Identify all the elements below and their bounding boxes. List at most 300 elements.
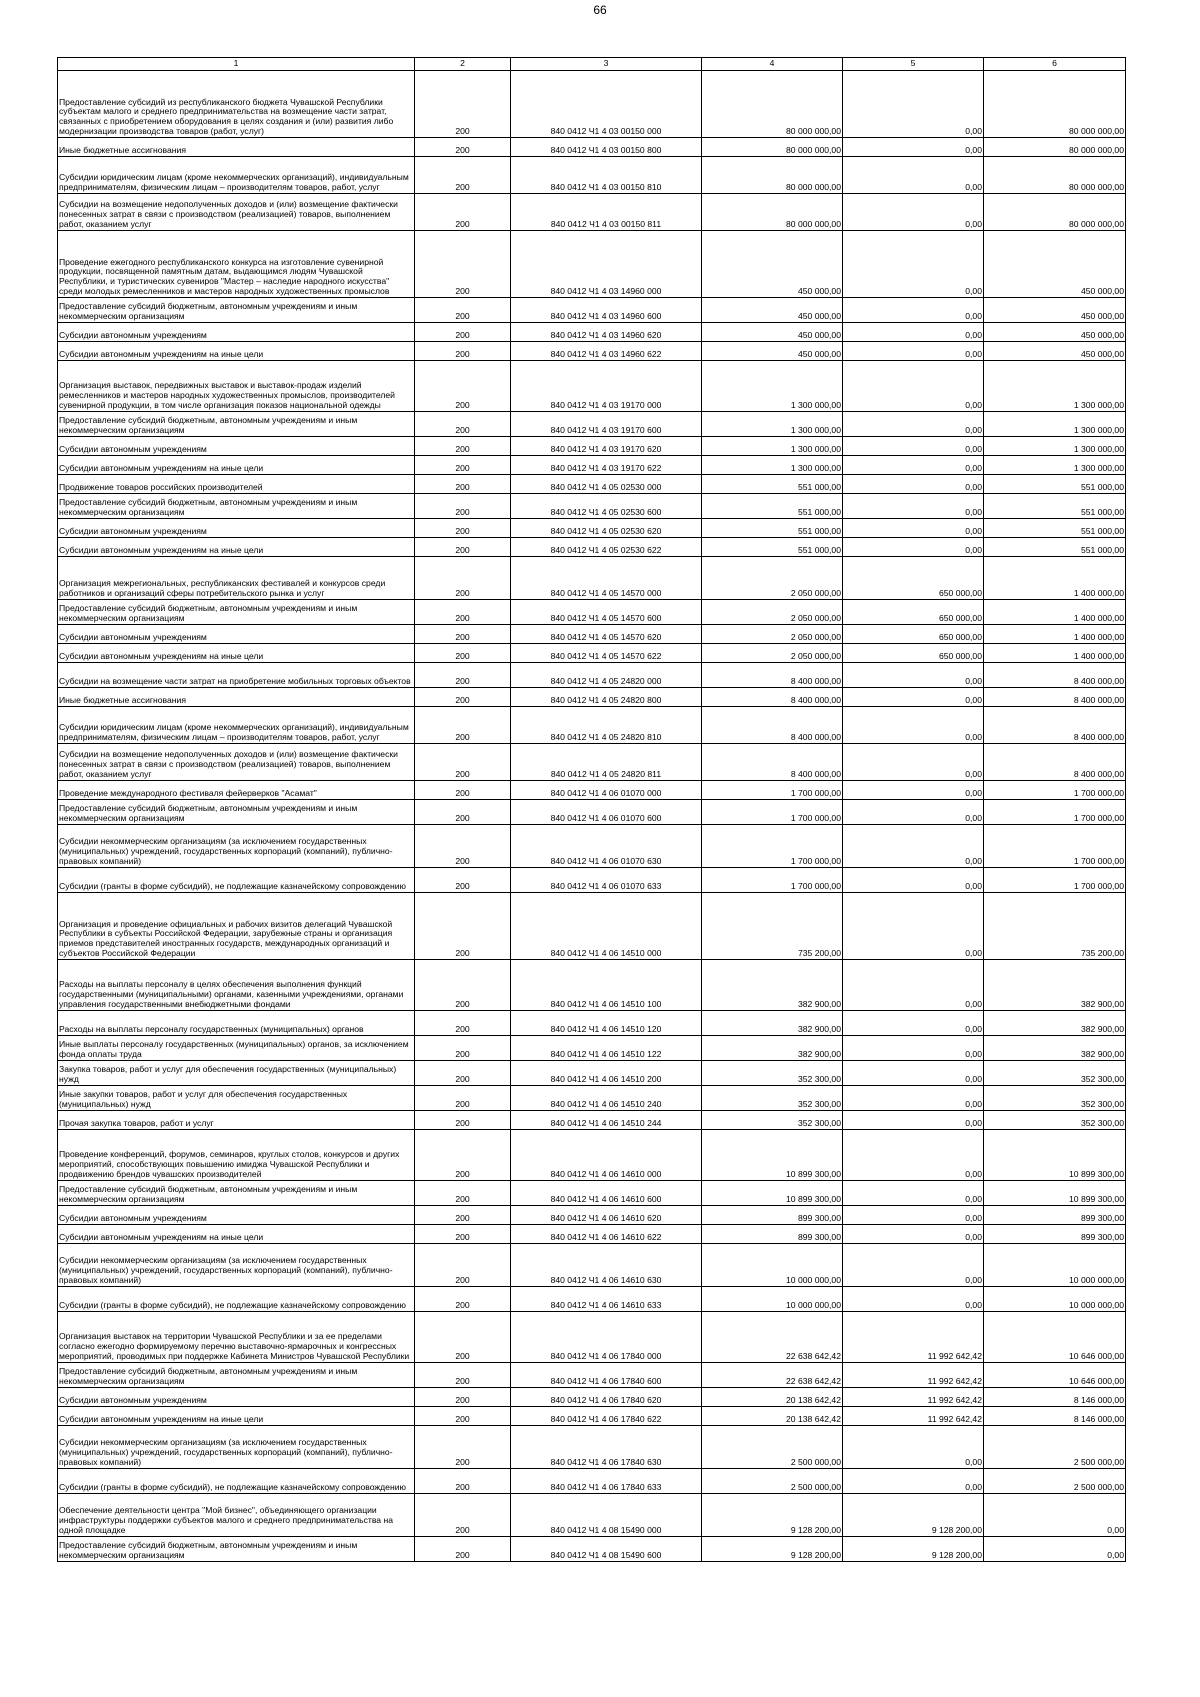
- row-code: 200: [415, 157, 511, 194]
- table-row: [58, 1181, 1126, 1206]
- row-amount-republican: 2 500 000,00: [984, 1469, 1126, 1494]
- row-classification: 840 0412 Ч1 4 05 02530 000: [511, 475, 702, 494]
- row-amount-federal: 0,00: [843, 494, 984, 519]
- column-header-6: 6: [984, 58, 1126, 71]
- row-code: 200: [415, 456, 511, 475]
- row-amount-republican: 8 400 000,00: [984, 744, 1126, 781]
- row-classification: 840 0412 Ч1 4 03 14960 600: [511, 298, 702, 323]
- row-code: 200: [415, 644, 511, 663]
- row-name-text: Организация выставок, передвижных выставок и выставок-продаж изделий ремесленников и мастеров народных художественных промыслов, производителей сувенирной продукции, в том числе организация показов национальной одежды: [59, 380, 395, 411]
- row-code: 200: [415, 1244, 511, 1287]
- row-amount-total: 382 900,00: [702, 1011, 843, 1036]
- row-name: [58, 781, 415, 800]
- row-amount-total: 1 300 000,00: [702, 412, 843, 437]
- row-name: [58, 744, 415, 781]
- row-amount-republican: 1 700 000,00: [984, 781, 1126, 800]
- row-name-text: Субсидии на возмещение недополученных доходов и (или) возмещение фактически понесенных затрат в связи с производством (реализацией) товаров, выполнением работ, оказанием услуг: [59, 199, 398, 230]
- row-name-text: Продвижение товаров российских производителей: [59, 482, 263, 493]
- row-amount-republican: 382 900,00: [984, 960, 1126, 1011]
- table-row: [58, 1537, 1126, 1562]
- row-amount-republican: 450 000,00: [984, 323, 1126, 342]
- row-amount-federal: 0,00: [843, 1111, 984, 1130]
- row-code: 200: [415, 625, 511, 644]
- row-name: [58, 707, 415, 744]
- row-code: 200: [415, 437, 511, 456]
- row-amount-republican: 735 200,00: [984, 893, 1126, 960]
- row-amount-total: 9 128 200,00: [702, 1494, 843, 1537]
- row-name: [58, 342, 415, 361]
- row-amount-federal: 0,00: [843, 1130, 984, 1181]
- row-amount-republican: 80 000 000,00: [984, 157, 1126, 194]
- row-amount-federal: 0,00: [843, 960, 984, 1011]
- row-classification: 840 0412 Ч1 4 05 14570 000: [511, 557, 702, 600]
- row-classification: 840 0412 Ч1 4 05 24820 810: [511, 707, 702, 744]
- row-name-text: Субсидии на возмещение недополученных доходов и (или) возмещение фактически понесенных затрат в связи с производством (реализацией) товаров, выполнением работ, оказанием услуг: [59, 749, 398, 780]
- row-name-text: Организация межрегиональных, республиканских фестивалей и конкурсов среди работников и организаций сферы потребительского рынка и услуг: [59, 578, 386, 599]
- row-name-text: Субсидии автономным учреждениям: [59, 1395, 207, 1406]
- row-amount-republican: 8 146 000,00: [984, 1388, 1126, 1407]
- row-amount-republican: 352 300,00: [984, 1111, 1126, 1130]
- budget-table: [57, 57, 1126, 1562]
- row-classification: 840 0412 Ч1 4 06 14510 000: [511, 893, 702, 960]
- row-name: [58, 138, 415, 157]
- row-amount-total: 352 300,00: [702, 1061, 843, 1086]
- row-amount-total: 382 900,00: [702, 1036, 843, 1061]
- row-name: [58, 361, 415, 412]
- row-amount-federal: 650 000,00: [843, 644, 984, 663]
- row-amount-federal: 0,00: [843, 707, 984, 744]
- row-name: [58, 1407, 415, 1426]
- row-classification: 840 0412 Ч1 4 05 14570 620: [511, 625, 702, 644]
- row-name-text: Предоставление субсидий бюджетным, автономным учреждениям и иным некоммерческим организациям: [59, 497, 358, 518]
- table-row: [58, 298, 1126, 323]
- row-amount-republican: 1 700 000,00: [984, 825, 1126, 868]
- row-code: 200: [415, 781, 511, 800]
- row-amount-total: 1 300 000,00: [702, 456, 843, 475]
- row-name-text: Субсидии автономным учреждениям: [59, 1213, 207, 1224]
- row-name-text: Закупка товаров, работ и услуг для обеспечения государственных (муниципальных) нужд: [59, 1064, 397, 1085]
- row-classification: 840 0412 Ч1 4 06 17840 630: [511, 1426, 702, 1469]
- row-amount-total: 2 050 000,00: [702, 644, 843, 663]
- row-name: [58, 519, 415, 538]
- row-classification: 840 0412 Ч1 4 06 01070 630: [511, 825, 702, 868]
- table-row: [58, 825, 1126, 868]
- row-amount-republican: 8 146 000,00: [984, 1407, 1126, 1426]
- row-classification: 840 0412 Ч1 4 06 14610 630: [511, 1244, 702, 1287]
- row-name-text: Субсидии (гранты в форме субсидий), не подлежащие казначейскому сопровождению: [59, 1482, 406, 1493]
- row-amount-federal: 0,00: [843, 138, 984, 157]
- row-amount-total: 9 128 200,00: [702, 1537, 843, 1562]
- row-name: [58, 538, 415, 557]
- row-name: [58, 1494, 415, 1537]
- row-classification: 840 0412 Ч1 4 03 19170 620: [511, 437, 702, 456]
- row-name: [58, 194, 415, 231]
- column-number-row: [58, 58, 1126, 71]
- table-row: [58, 412, 1126, 437]
- table-row: [58, 475, 1126, 494]
- row-name-text: Проведение ежегодного республиканского конкурса на изготовление сувенирной продукции, посвященной памятным датам, выдающимся людям Чувашской Республики, и туристических сувениров "Мастер – наследие народного искусства" среди молодых ремесленников и мастеров народных художественных промыслов: [59, 256, 390, 297]
- row-code: 200: [415, 1388, 511, 1407]
- row-name: [58, 1086, 415, 1111]
- row-classification: 840 0412 Ч1 4 03 00150 810: [511, 157, 702, 194]
- row-code: 200: [415, 707, 511, 744]
- row-name-text: Субсидии на возмещение части затрат на приобретение мобильных торговых объектов: [59, 676, 411, 687]
- row-amount-total: 352 300,00: [702, 1111, 843, 1130]
- table-row: [58, 1407, 1126, 1426]
- table-row: [58, 707, 1126, 744]
- row-name-text: Расходы на выплаты персоналу государственных (муниципальных) органов: [59, 1024, 364, 1035]
- table-row: [58, 1086, 1126, 1111]
- row-amount-republican: 1 400 000,00: [984, 557, 1126, 600]
- row-amount-total: 1 700 000,00: [702, 781, 843, 800]
- row-name: [58, 1011, 415, 1036]
- table-header: [58, 58, 1126, 71]
- row-amount-federal: 11 992 642,42: [843, 1312, 984, 1363]
- row-code: 200: [415, 538, 511, 557]
- row-code: 200: [415, 893, 511, 960]
- row-amount-republican: 8 400 000,00: [984, 688, 1126, 707]
- row-amount-republican: 450 000,00: [984, 231, 1126, 298]
- row-name-text: Субсидии автономным учреждениям на иные цели: [59, 1232, 264, 1243]
- row-amount-total: 551 000,00: [702, 538, 843, 557]
- column-header-3: 3: [511, 58, 702, 71]
- row-code: 200: [415, 1036, 511, 1061]
- row-amount-federal: 0,00: [843, 1426, 984, 1469]
- table-row: [58, 1244, 1126, 1287]
- row-code: 200: [415, 361, 511, 412]
- row-name-text: Предоставление субсидий из республиканского бюджета Чувашской Республики субъектам малого и среднего предпринимательства на возмещение части затрат, связанных с приобретением оборудования в целях создания и (или) развития либо модернизации производства товаров (работ, услуг): [59, 96, 394, 137]
- row-code: 200: [415, 1111, 511, 1130]
- column-header-1: 1: [58, 58, 415, 71]
- row-amount-republican: 1 700 000,00: [984, 868, 1126, 893]
- row-amount-total: 1 300 000,00: [702, 361, 843, 412]
- row-amount-federal: 0,00: [843, 361, 984, 412]
- row-amount-total: 2 050 000,00: [702, 600, 843, 625]
- row-amount-republican: 1 400 000,00: [984, 644, 1126, 663]
- row-code: 200: [415, 1086, 511, 1111]
- row-name: [58, 600, 415, 625]
- row-amount-total: 20 138 642,42: [702, 1407, 843, 1426]
- row-amount-republican: 352 300,00: [984, 1061, 1126, 1086]
- row-amount-federal: 0,00: [843, 1225, 984, 1244]
- row-code: 200: [415, 663, 511, 688]
- row-amount-republican: 382 900,00: [984, 1036, 1126, 1061]
- row-name-text: Субсидии юридическим лицам (кроме некоммерческих организаций), индивидуальным предпринимателям, физическим лицам – производителям товаров, работ, услуг: [59, 722, 409, 743]
- row-amount-republican: 352 300,00: [984, 1086, 1126, 1111]
- row-amount-federal: 0,00: [843, 1011, 984, 1036]
- row-amount-total: 20 138 642,42: [702, 1388, 843, 1407]
- table-row: [58, 868, 1126, 893]
- row-name: [58, 1206, 415, 1225]
- row-amount-federal: 0,00: [843, 538, 984, 557]
- table-row: [58, 1225, 1126, 1244]
- row-amount-federal: 0,00: [843, 1287, 984, 1312]
- row-code: 200: [415, 519, 511, 538]
- row-name-text: Проведение конференций, форумов, семинаров, круглых столов, конкурсов и других мероприятий, способствующих повышению имиджа Чувашской Республики и продвижению брендов чувашских производителей: [59, 1149, 400, 1180]
- row-code: 200: [415, 960, 511, 1011]
- row-amount-republican: 899 300,00: [984, 1225, 1126, 1244]
- row-code: 200: [415, 1407, 511, 1426]
- row-code: 200: [415, 231, 511, 298]
- table-row: [58, 1494, 1126, 1537]
- row-amount-republican: 1 300 000,00: [984, 361, 1126, 412]
- row-amount-total: 1 700 000,00: [702, 825, 843, 868]
- row-amount-total: 10 000 000,00: [702, 1244, 843, 1287]
- table-row: [58, 519, 1126, 538]
- row-classification: 840 0412 Ч1 4 06 01070 000: [511, 781, 702, 800]
- table-body: [58, 71, 1126, 1562]
- row-amount-total: 22 638 642,42: [702, 1363, 843, 1388]
- table-row: [58, 1130, 1126, 1181]
- row-classification: 840 0412 Ч1 4 05 02530 600: [511, 494, 702, 519]
- row-amount-federal: 0,00: [843, 800, 984, 825]
- row-code: 200: [415, 1363, 511, 1388]
- row-code: 200: [415, 323, 511, 342]
- row-name-text: Субсидии автономным учреждениям на иные цели: [59, 463, 264, 474]
- row-amount-total: 2 500 000,00: [702, 1469, 843, 1494]
- row-code: 200: [415, 1312, 511, 1363]
- row-classification: 840 0412 Ч1 4 06 14510 120: [511, 1011, 702, 1036]
- table-row: [58, 663, 1126, 688]
- row-classification: 840 0412 Ч1 4 03 19170 000: [511, 361, 702, 412]
- row-amount-republican: 10 899 300,00: [984, 1181, 1126, 1206]
- row-amount-republican: 551 000,00: [984, 475, 1126, 494]
- row-name-text: Субсидии некоммерческим организациям (за исключением государственных (муниципальных) учреждений, государственных корпораций (компаний), публично-правовых компаний): [59, 836, 393, 867]
- page-number: 66: [593, 3, 607, 17]
- row-amount-federal: 0,00: [843, 519, 984, 538]
- row-code: 200: [415, 825, 511, 868]
- row-name: [58, 644, 415, 663]
- row-amount-republican: 80 000 000,00: [984, 71, 1126, 138]
- row-amount-total: 551 000,00: [702, 475, 843, 494]
- row-classification: 840 0412 Ч1 4 06 14610 620: [511, 1206, 702, 1225]
- row-classification: 840 0412 Ч1 4 06 14510 200: [511, 1061, 702, 1086]
- table-row: [58, 194, 1126, 231]
- row-amount-republican: 10 899 300,00: [984, 1130, 1126, 1181]
- row-classification: 840 0412 Ч1 4 06 14510 122: [511, 1036, 702, 1061]
- row-code: 200: [415, 1426, 511, 1469]
- row-code: 200: [415, 800, 511, 825]
- row-classification: 840 0412 Ч1 4 03 19170 600: [511, 412, 702, 437]
- column-header-2: 2: [415, 58, 511, 71]
- row-amount-federal: 650 000,00: [843, 600, 984, 625]
- row-name: [58, 456, 415, 475]
- row-amount-total: 382 900,00: [702, 960, 843, 1011]
- row-amount-federal: 0,00: [843, 1086, 984, 1111]
- row-amount-republican: 1 400 000,00: [984, 600, 1126, 625]
- row-amount-total: 2 500 000,00: [702, 1426, 843, 1469]
- row-classification: 840 0412 Ч1 4 03 14960 622: [511, 342, 702, 361]
- row-amount-federal: 0,00: [843, 663, 984, 688]
- row-name: [58, 1469, 415, 1494]
- row-name: [58, 1312, 415, 1363]
- row-name-text: Предоставление субсидий бюджетным, автономным учреждениям и иным некоммерческим организациям: [59, 1366, 358, 1387]
- row-name: [58, 825, 415, 868]
- table-row: [58, 625, 1126, 644]
- row-name-text: Субсидии автономным учреждениям на иные цели: [59, 1414, 264, 1425]
- row-name-text: Иные бюджетные ассигнования: [59, 145, 187, 156]
- table-row: [58, 157, 1126, 194]
- table-row: [58, 744, 1126, 781]
- row-amount-total: 80 000 000,00: [702, 71, 843, 138]
- table-row: [58, 893, 1126, 960]
- row-amount-federal: 0,00: [843, 1181, 984, 1206]
- row-name-text: Организация выставок на территории Чувашской Республики и за ее пределами согласно ежегодно формируемому перечню выставочно-ярмарочных и конгрессных мероприятий, проводимых при поддержке Кабинета Министров Чувашской Республики: [59, 1331, 410, 1362]
- row-name: [58, 663, 415, 688]
- row-amount-total: 899 300,00: [702, 1225, 843, 1244]
- row-code: 200: [415, 744, 511, 781]
- row-classification: 840 0412 Ч1 4 06 01070 633: [511, 868, 702, 893]
- row-classification: 840 0412 Ч1 4 06 14610 633: [511, 1287, 702, 1312]
- row-classification: 840 0412 Ч1 4 08 15490 600: [511, 1537, 702, 1562]
- row-name-text: Субсидии автономным учреждениям: [59, 330, 207, 341]
- row-amount-federal: 0,00: [843, 342, 984, 361]
- row-amount-federal: 0,00: [843, 1469, 984, 1494]
- table-row: [58, 1469, 1126, 1494]
- row-amount-federal: 0,00: [843, 1244, 984, 1287]
- row-amount-total: 80 000 000,00: [702, 157, 843, 194]
- row-classification: 840 0412 Ч1 4 05 24820 800: [511, 688, 702, 707]
- row-amount-federal: 0,00: [843, 71, 984, 138]
- row-amount-federal: 0,00: [843, 298, 984, 323]
- row-amount-total: 8 400 000,00: [702, 744, 843, 781]
- row-amount-republican: 1 300 000,00: [984, 456, 1126, 475]
- table-row: [58, 781, 1126, 800]
- row-code: 200: [415, 71, 511, 138]
- row-amount-federal: 0,00: [843, 437, 984, 456]
- table-row: [58, 1388, 1126, 1407]
- table-row: [58, 231, 1126, 298]
- row-amount-republican: 450 000,00: [984, 298, 1126, 323]
- row-amount-total: 8 400 000,00: [702, 688, 843, 707]
- row-name-text: Субсидии некоммерческим организациям (за исключением государственных (муниципальных) учреждений, государственных корпораций (компаний), публично-правовых компаний): [59, 1437, 393, 1468]
- row-name: [58, 475, 415, 494]
- row-name-text: Субсидии автономным учреждениям: [59, 444, 207, 455]
- row-code: 200: [415, 494, 511, 519]
- row-name-text: Субсидии (гранты в форме субсидий), не подлежащие казначейскому сопровождению: [59, 1300, 406, 1311]
- row-classification: 840 0412 Ч1 4 05 02530 622: [511, 538, 702, 557]
- row-amount-total: 10 899 300,00: [702, 1181, 843, 1206]
- row-amount-federal: 0,00: [843, 744, 984, 781]
- row-name: [58, 1363, 415, 1388]
- row-amount-federal: 650 000,00: [843, 557, 984, 600]
- row-name: [58, 1244, 415, 1287]
- row-classification: 840 0412 Ч1 4 06 14610 622: [511, 1225, 702, 1244]
- row-amount-total: 8 400 000,00: [702, 707, 843, 744]
- row-name-text: Организация и проведение официальных и рабочих визитов делегаций Чувашской Республики в субъекты Российской Федерации, зарубежные страны и организация приемов представителей иностранных государств, международных организаций и субъектов Российской Федерации: [59, 918, 393, 959]
- row-amount-republican: 0,00: [984, 1494, 1126, 1537]
- row-name: [58, 893, 415, 960]
- row-amount-republican: 450 000,00: [984, 342, 1126, 361]
- table-row: [58, 600, 1126, 625]
- row-name: [58, 437, 415, 456]
- row-classification: 840 0412 Ч1 4 05 02530 620: [511, 519, 702, 538]
- row-amount-total: 22 638 642,42: [702, 1312, 843, 1363]
- row-amount-federal: 11 992 642,42: [843, 1407, 984, 1426]
- row-classification: 840 0412 Ч1 4 03 19170 622: [511, 456, 702, 475]
- row-code: 200: [415, 1469, 511, 1494]
- row-amount-republican: 10 646 000,00: [984, 1312, 1126, 1363]
- row-classification: 840 0412 Ч1 4 06 14510 240: [511, 1086, 702, 1111]
- row-code: 200: [415, 868, 511, 893]
- row-classification: 840 0412 Ч1 4 03 14960 620: [511, 323, 702, 342]
- row-classification: 840 0412 Ч1 4 06 01070 600: [511, 800, 702, 825]
- row-amount-total: 551 000,00: [702, 494, 843, 519]
- row-name: [58, 412, 415, 437]
- row-amount-federal: 0,00: [843, 1206, 984, 1225]
- table-row: [58, 1426, 1126, 1469]
- row-name: [58, 298, 415, 323]
- table-row: [58, 71, 1126, 138]
- table-row: [58, 1363, 1126, 1388]
- table-row: [58, 1011, 1126, 1036]
- row-name: [58, 800, 415, 825]
- row-amount-federal: 9 128 200,00: [843, 1494, 984, 1537]
- table-row: [58, 1287, 1126, 1312]
- table-row: [58, 323, 1126, 342]
- row-amount-federal: 0,00: [843, 157, 984, 194]
- row-amount-federal: 11 992 642,42: [843, 1363, 984, 1388]
- row-classification: 840 0412 Ч1 4 06 17840 000: [511, 1312, 702, 1363]
- row-name: [58, 1036, 415, 1061]
- row-classification: 840 0412 Ч1 4 06 17840 633: [511, 1469, 702, 1494]
- row-classification: 840 0412 Ч1 4 08 15490 000: [511, 1494, 702, 1537]
- row-amount-republican: 1 300 000,00: [984, 412, 1126, 437]
- row-amount-total: 551 000,00: [702, 519, 843, 538]
- row-amount-federal: 0,00: [843, 1036, 984, 1061]
- row-amount-total: 450 000,00: [702, 342, 843, 361]
- row-name: [58, 1426, 415, 1469]
- row-code: 200: [415, 1061, 511, 1086]
- row-amount-total: 1 300 000,00: [702, 437, 843, 456]
- row-classification: 840 0412 Ч1 4 06 17840 620: [511, 1388, 702, 1407]
- table-row: [58, 1061, 1126, 1086]
- row-name: [58, 71, 415, 138]
- row-classification: 840 0412 Ч1 4 03 00150 000: [511, 71, 702, 138]
- row-amount-federal: 0,00: [843, 893, 984, 960]
- row-name-text: Субсидии (гранты в форме субсидий), не подлежащие казначейскому сопровождению: [59, 881, 406, 892]
- row-classification: 840 0412 Ч1 4 05 14570 600: [511, 600, 702, 625]
- row-name-text: Субсидии автономным учреждениям на иные цели: [59, 545, 264, 556]
- row-amount-republican: 2 500 000,00: [984, 1426, 1126, 1469]
- row-code: 200: [415, 298, 511, 323]
- table-row: [58, 456, 1126, 475]
- row-amount-federal: 0,00: [843, 475, 984, 494]
- row-name-text: Предоставление субсидий бюджетным, автономным учреждениям и иным некоммерческим организациям: [59, 803, 358, 824]
- row-classification: 840 0412 Ч1 4 05 24820 000: [511, 663, 702, 688]
- row-name: [58, 1111, 415, 1130]
- row-name: [58, 625, 415, 644]
- row-name: [58, 494, 415, 519]
- row-classification: 840 0412 Ч1 4 05 14570 622: [511, 644, 702, 663]
- row-name: [58, 557, 415, 600]
- row-name-text: Расходы на выплаты персоналу в целях обеспечения выполнения функций государственными (муниципальными) органами, казенными учреждениями, органами управления государственными внебюджетными фондами: [59, 979, 404, 1010]
- row-classification: 840 0412 Ч1 4 06 14510 100: [511, 960, 702, 1011]
- column-header-4: 4: [702, 58, 843, 71]
- row-code: 200: [415, 412, 511, 437]
- row-amount-total: 1 700 000,00: [702, 800, 843, 825]
- row-classification: 840 0412 Ч1 4 03 14960 000: [511, 231, 702, 298]
- table-row: [58, 557, 1126, 600]
- row-amount-federal: 0,00: [843, 323, 984, 342]
- row-amount-total: 1 700 000,00: [702, 868, 843, 893]
- row-amount-federal: 0,00: [843, 231, 984, 298]
- row-name: [58, 1061, 415, 1086]
- row-name-text: Предоставление субсидий бюджетным, автономным учреждениям и иным некоммерческим организациям: [59, 603, 358, 624]
- row-name-text: Предоставление субсидий бюджетным, автономным учреждениям и иным некоммерческим организациям: [59, 1540, 358, 1561]
- row-amount-federal: 0,00: [843, 688, 984, 707]
- row-amount-republican: 0,00: [984, 1537, 1126, 1562]
